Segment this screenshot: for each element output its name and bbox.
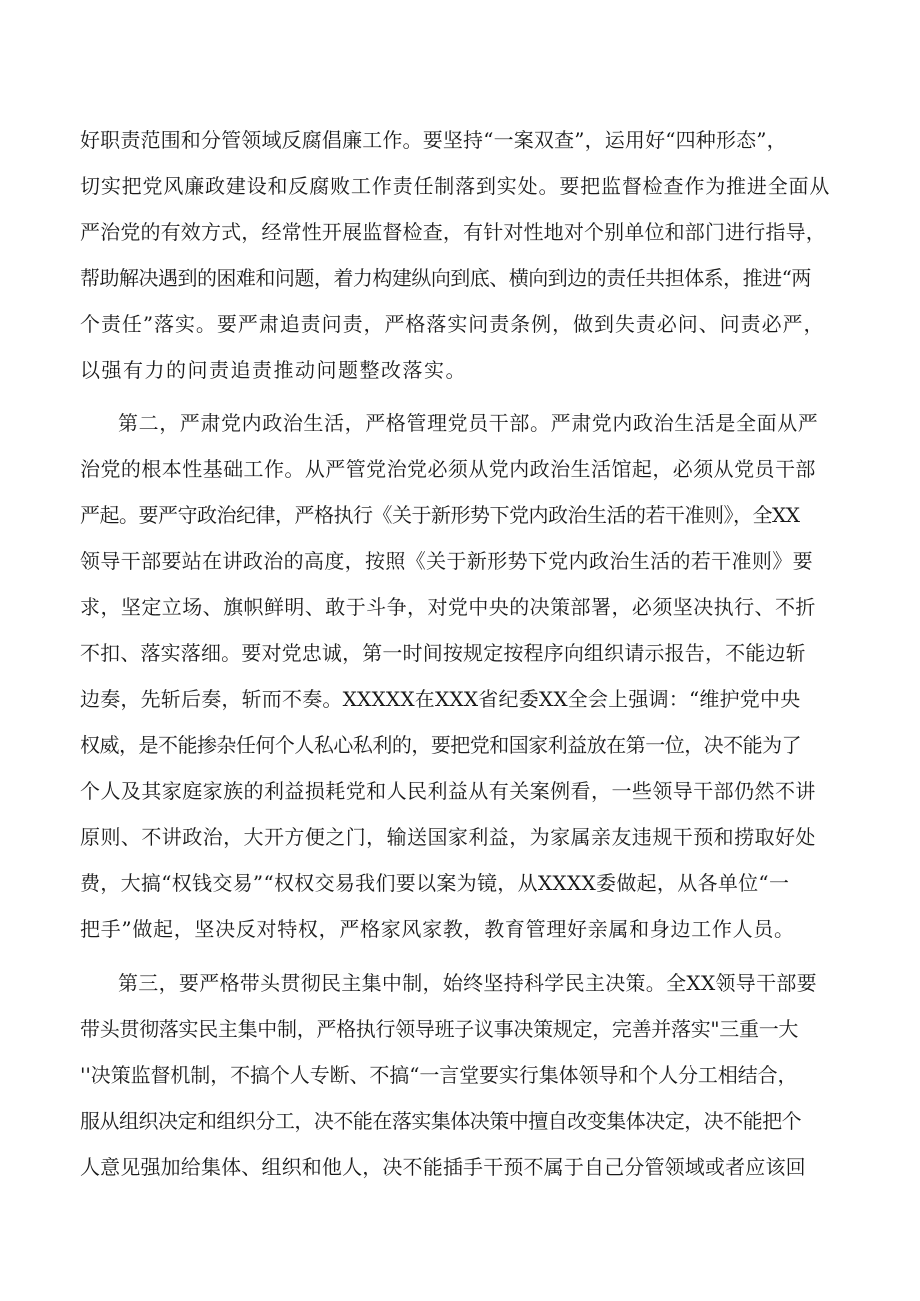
- text-line: 费，大搞“权钱交易”“权权交易我们要以案为镜，从XXXX委做起，从各单位“一: [80, 871, 790, 895]
- text-line: 人意见强加给集体、组织和他人，决不能插手干预不属于自己分管领域或者应该回: [80, 1155, 806, 1179]
- text-line: 个责任”落实。要严肃追责问责，严格落实问责条例，做到失责必问、问责必严，: [80, 312, 825, 336]
- text-line: 领导干部要站在讲政治的高度，按照《关于新形势下党内政治生活的若干准则》要: [80, 549, 813, 573]
- text-line: 权威，是不能掺杂任何个人私心私利的，要把党和国家利益放在第一位，决不能为了: [80, 733, 802, 757]
- text-line: 带头贯彻落实民主集中制，严格执行领导班子议事决策规定，完善并落实"三重一大: [80, 1017, 799, 1041]
- text-line: 原则、不讲政治，大开方便之门，输送国家利益，为家属亲友违规干预和捞取好处: [80, 825, 816, 849]
- text-line: 求，坚定立场、旗帜鲜明、敢于斗争，对党中央的决策部署，必须坚决执行、不折: [80, 595, 816, 619]
- text-line: 第二，严肃党内政治生活，严格管理党员干部。严肃党内政治生活是全面从严: [118, 411, 819, 435]
- text-line: 第三，要严格带头贯彻民主集中制，始终坚持科学民主决策。全XX领导干部要: [118, 971, 817, 995]
- text-line: 边奏，先斩后奏，斩而不奏。XXXXX在XXX省纪委XX全会上强调：“维护党中央: [80, 687, 801, 711]
- text-line: 服从组织决定和组织分工，决不能在落实集体决策中擅自改变集体决定，决不能把个: [80, 1109, 802, 1133]
- text-line: 切实把党风廉政建设和反腐败工作责任制落到实处。要把监督检查作为推进全面从: [80, 174, 831, 198]
- text-line: 不扣、落实落细。要对党忠诚，第一时间按规定按程序向组织请示报告，不能边斩: [80, 641, 806, 665]
- text-line: 好职责范围和分管领域反腐倡廉工作。要坚持“一案双查”，运用好“四种形态”，: [80, 128, 787, 152]
- text-line: 帮助解决遇到的困难和问题，着力构建纵向到底、横向到边的责任共担体系，推进“两: [80, 266, 811, 290]
- text-line: ''决策监督机制，不搞个人专断、不搞“一言堂要实行集体领导和个人分工相结合，: [80, 1063, 798, 1087]
- text-line: 严起。要严守政治纪律，严格执行《关于新形势下党内政治生活的若干准则》，全XX: [80, 503, 800, 527]
- text-line: 把手”做起，坚决反对特权，严格家风家教，教育管理好亲属和身边工作人员。: [80, 917, 795, 941]
- text-line: 严治党的有效方式，经常性开展监督检查，有针对性地对个别单位和部门进行指导，: [80, 220, 826, 244]
- text-line: 治党的根本性基础工作。从严管党治党必须从党内政治生活馆起，必须从党员干部: [80, 457, 816, 481]
- text-line: 个人及其家庭家族的利益损耗党和人民利益从有关案例看，一些领导干部仍然不讲: [80, 779, 816, 803]
- text-line: 以强有力的问责追责推动问题整改落实。: [80, 358, 467, 382]
